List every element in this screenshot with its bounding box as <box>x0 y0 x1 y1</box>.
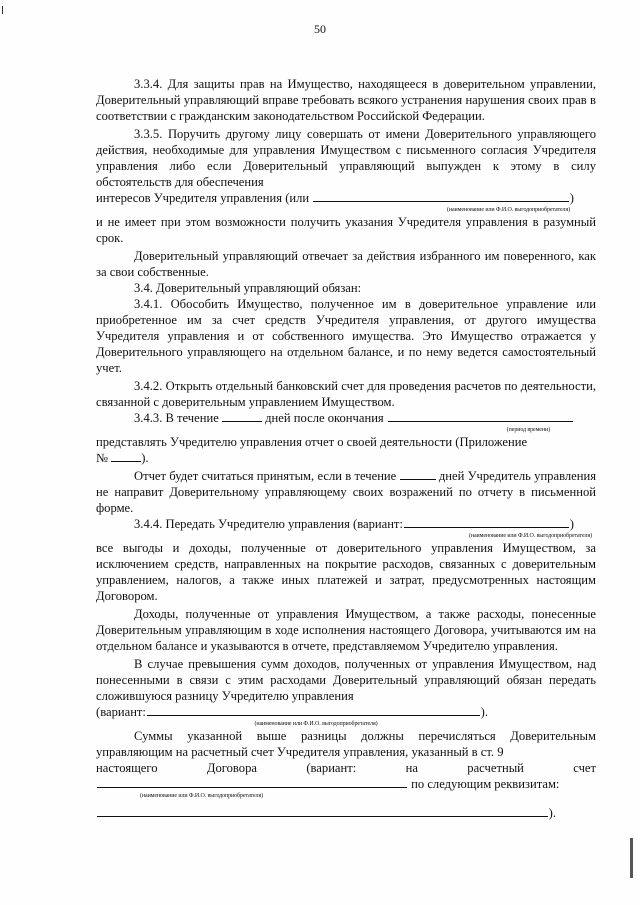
clause-3-4-4-end: ) <box>569 517 574 531</box>
excess-variant-label: (вариант: <box>96 705 146 719</box>
beneficiary-caption-1: (наименование или Ф.И.О. выгодоприобретателя) <box>446 207 570 213</box>
period-caption: (период времени) <box>506 427 550 433</box>
scan-corner-mark <box>2 6 7 14</box>
clause-3-3-4: 3.3.4. Для защиты прав на Имущество, находящееся в доверительном управлении, Доверительный управляющий вправе требовать всякого устранения нарушения своих прав в соответствии с гражданским законодательством Российской Федерации. <box>96 77 596 123</box>
requisites-blank[interactable] <box>97 805 548 817</box>
final-end: ). <box>548 806 556 820</box>
requisites-label: по следующим реквизитам: <box>411 777 560 791</box>
clause-3-4-4-line <box>96 516 596 532</box>
clause-3-4-4-start: 3.4.4. Передать Учредителю управления (вариант: <box>134 517 403 531</box>
final-line <box>96 805 596 821</box>
clause-3-4-3-middle: дней после окончания <box>265 411 384 425</box>
clause-3-4-4-continuation: все выгоды и доходы, полученные от доверительного управления Имуществом, за исключением средств, направленных на покрытие расходов, связанных с доверительным управлением, налогов, а также иных платежей и затрат, предусмотренных настоящим Договором. <box>96 541 596 603</box>
scan-edge-mark <box>630 838 633 878</box>
requisites-line <box>96 776 596 792</box>
appendix-number-blank[interactable] <box>111 450 141 462</box>
report-acceptance-rest: дней Учредитель управления не направит Доверительному управляющему своих возражений по отчету в письменной форме. <box>96 469 596 515</box>
clause-3-4: 3.4. Доверительный управляющий обязан: <box>134 281 362 295</box>
excess-variant-line <box>96 704 596 720</box>
sums-word-6: счет <box>573 761 596 775</box>
sums-word-4: на <box>405 761 418 775</box>
sums-word-1: настоящего <box>96 761 158 775</box>
clause-3-3-5-continuation: и не имеет при этом возможности получить указания Учредителя управления в разумный срок. <box>96 215 596 245</box>
income-paragraph: Доходы, полученные от управления Имуществом, а также расходы, понесенные Доверительным управляющим в ходе исполнения настоящего Договора, учитываются им на отдельном балансе и указываются в отчете, представляемом Учредителю управления. <box>96 607 596 653</box>
document-body <box>96 76 596 821</box>
clause-3-4-1: 3.4.1. Обособить Имущество, полученное им в доверительное управление или приобретенное им за счет средств Учредителя управления, от другого имущества Учредителя управления и от собственного имущества. Это Имущество отражается у Доверительного управляющего на отдельном балансе, и по нему ведется самостоятельный учет. <box>96 297 596 375</box>
sums-spread-line <box>96 760 596 776</box>
beneficiary-blank-3[interactable] <box>147 704 480 716</box>
clause-3-3-5: 3.3.5. Поручить другому лицу совершать от имени Доверительного управляющего действия, необходимые для управления Имуществом с письменного согласия Учредителя управления либо если Доверительный управляющий выпужден к этому в силу обстоятельств для обеспечения <box>96 127 596 189</box>
beneficiary-caption-4: (наименование или Ф.И.О. выгодоприобретателя) <box>140 793 264 799</box>
clause-3-4-3-start: 3.4.3. В течение <box>134 411 219 425</box>
clause-3-3-5-line-end: ) <box>569 191 574 205</box>
clause-3-4-3-continuation: представлять Учредителю управления отчет о своей деятельности (Приложение <box>96 435 528 449</box>
beneficiary-caption-2: (наименование или Ф.И.О. выгодоприобретателя) <box>468 533 592 539</box>
appendix-number-sign: № <box>96 451 109 465</box>
clause-3-3-5-line-start: интересов Учредителя управления (или <box>96 191 310 205</box>
clause-3-4-3-line <box>96 410 596 426</box>
excess-paragraph: В случае превышения сумм доходов, полученных от управления Имуществом, над понесенными в связи с этим расходами Доверительный управляющий обязан передать сложившуюся разницу Учредителю управления <box>96 657 596 703</box>
appendix-number-end: ). <box>141 451 149 465</box>
sums-paragraph: Суммы указанной выше разницы должны перечисляться Доверительным управляющим на расчетный счет Учредителя управления, указанный в ст. 9 <box>96 729 596 759</box>
clause-3-3-5-blank-line <box>96 190 596 206</box>
clause-3-4-2: 3.4.2. Открыть отдельный банковский счет для проведения расчетов по деятельности, связанной с доверительным управлением Имуществом. <box>96 379 596 409</box>
beneficiary-caption-3: (наименование или Ф.И.О. выгодоприобретателя) <box>254 721 378 727</box>
beneficiary-blank-2[interactable] <box>404 516 569 528</box>
sums-word-2: Договора <box>206 761 257 775</box>
report-acceptance-start: Отчет будет считаться принятым, если в течение <box>134 469 397 483</box>
appendix-number-line <box>96 450 596 466</box>
sums-word-3: (вариант: <box>306 761 357 775</box>
beneficiary-blank-1[interactable] <box>313 190 568 202</box>
beneficiary-blank-4[interactable] <box>97 776 407 788</box>
page-number: 50 <box>314 22 326 36</box>
days-blank-2[interactable] <box>400 468 436 480</box>
period-blank[interactable] <box>388 410 573 422</box>
report-acceptance-paragraph <box>96 468 596 516</box>
sums-word-5: расчетный <box>467 761 524 775</box>
responsibility-paragraph: Доверительный управляющий отвечает за действия избранного им поверенного, как за свои собственные. <box>96 249 596 279</box>
days-blank-1[interactable] <box>222 410 262 422</box>
excess-variant-end: ). <box>480 705 488 719</box>
